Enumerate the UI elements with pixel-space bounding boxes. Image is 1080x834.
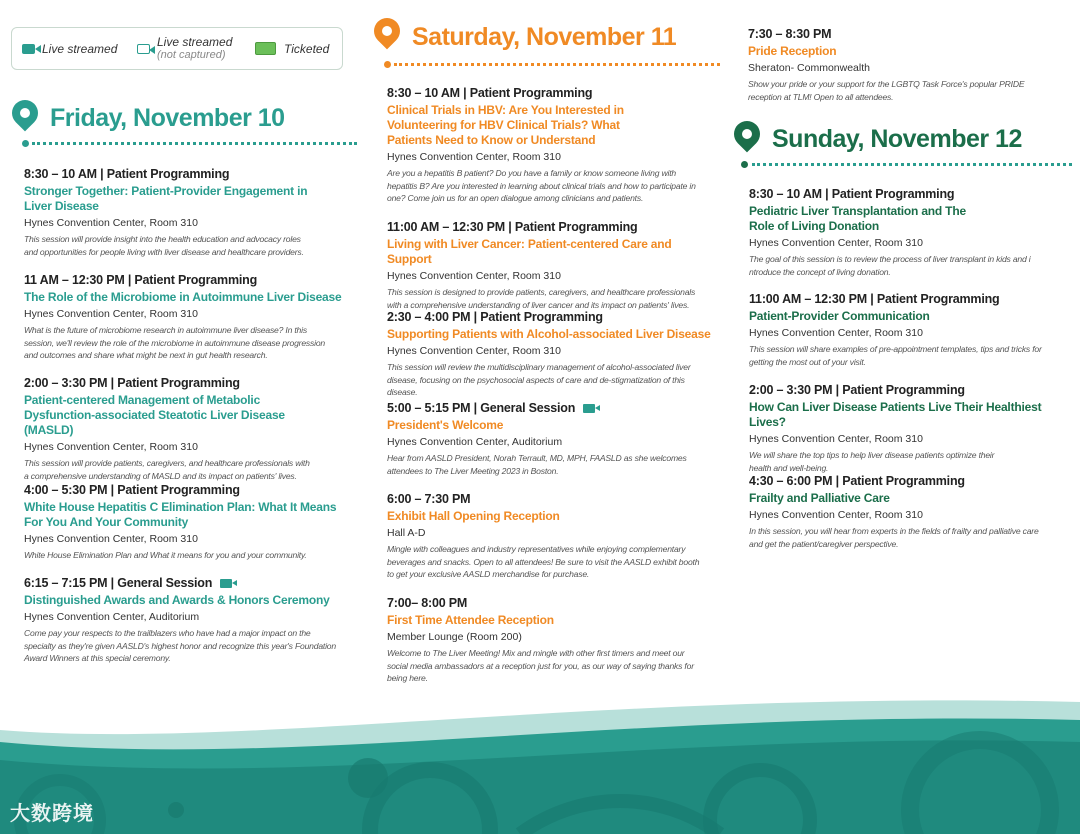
event-title: Pride Reception	[748, 44, 837, 58]
legend-ticketed: Ticketed	[255, 42, 329, 56]
legend-live-label: Live streamed	[157, 35, 233, 49]
event-title: The Role of the Microbiome in Autoimmune Liver Disease	[24, 290, 342, 304]
event-item	[24, 376, 354, 482]
event-title: Stronger Together: Patient-Provider Engagement in Liver Disease	[24, 184, 308, 213]
event-description: The goal of this session is to review the process of liver transplant in kids and i ntroduce the concept of living donation.	[749, 254, 1031, 277]
event-description: This session will share examples of pre-appointment templates, tips and tricks for getting the most out of your visit.	[749, 344, 1042, 367]
dotted-line-start	[384, 61, 391, 68]
event-item	[749, 383, 1079, 474]
legend-box	[11, 27, 343, 70]
event-item	[387, 220, 717, 311]
event-time: 11:00 AM – 12:30 PM | Patient Programming	[749, 292, 1000, 306]
event-location: Hynes Convention Center, Room 310	[387, 270, 561, 282]
saturday-header	[374, 14, 720, 68]
legend-not-captured-note: (not captured)	[157, 49, 226, 61]
event-item	[387, 492, 717, 581]
event-description: Welcome to The Liver Meeting! Mix and mingle with other first timers and meet our social media ambassadors at a reception just for you, as our way of saying thanks for being here.	[387, 648, 694, 683]
event-title: Frailty and Palliative Care	[749, 491, 890, 505]
event-title: Clinical Trials in HBV: Are You Interested in Volunteering for HBV Clinical Trials? What Patients Need to Know or Understand	[387, 103, 624, 147]
event-location: Hynes Convention Center, Room 310	[749, 237, 923, 249]
sunday-header	[734, 117, 1072, 171]
event-item	[24, 273, 354, 362]
event-location: Sheraton- Commonwealth	[748, 62, 870, 74]
event-time: 11:00 AM – 12:30 PM | Patient Programming	[387, 220, 638, 234]
event-title: Exhibit Hall Opening Reception	[387, 509, 560, 523]
event-item	[749, 187, 1079, 278]
event-time: 2:00 – 3:30 PM | Patient Programming	[749, 383, 965, 397]
day-title: Friday, November 10	[50, 104, 285, 132]
event-location: Hynes Convention Center, Room 310	[24, 441, 198, 453]
event-time: 7:30 – 8:30 PM	[748, 27, 832, 41]
event-description: Mingle with colleagues and industry representatives while enjoying complementary beverages and snacks. Open to all attendees! Be sure to visit the AASLD exhibit booth to get your exclusive AASLD merchandise for purchase.	[387, 544, 700, 579]
event-title: Supporting Patients with Alcohol-associated Liver Disease	[387, 327, 711, 341]
day-title: Sunday, November 12	[772, 125, 1022, 153]
dotted-divider	[32, 142, 357, 145]
watermark-logo: 大数跨境	[10, 803, 94, 825]
event-time: 6:15 – 7:15 PM | General Session	[24, 576, 354, 590]
event-title: President's Welcome	[387, 418, 504, 432]
event-time: 4:30 – 6:00 PM | Patient Programming	[749, 474, 965, 488]
event-time: 4:00 – 5:30 PM | Patient Programming	[24, 483, 240, 497]
event-title: Living with Liver Cancer: Patient-centered Care and Support	[387, 237, 672, 266]
event-location: Hynes Convention Center, Room 310	[24, 533, 198, 545]
event-item	[387, 86, 717, 205]
event-location: Hynes Convention Center, Auditorium	[387, 436, 563, 448]
event-description: Come pay your respects to the trailblazers who have had a major impact on the specialty as they're given AASLD's highest honor and recognize this year's Foundation Award Winners at this special ceremony.	[24, 628, 336, 663]
event-title: Patient-centered Management of Metabolic Dysfunction-associated Steatotic Liver Disease (MASLD)	[24, 393, 285, 437]
video-camera-outline-icon	[137, 44, 150, 54]
video-camera-icon	[22, 44, 35, 54]
event-description: Are you a hepatitis B patient? Do you have a family or know someone living with hepatitis B? Are you interested in learning about clinical trials and how to participate in one? Come join us for an open dialogue among clinicians and patients.	[387, 168, 696, 203]
dotted-divider	[394, 63, 720, 66]
dotted-divider	[752, 163, 1072, 166]
ticket-icon	[255, 42, 276, 55]
event-description: Show your pride or your support for the LGBTQ Task Force's popular PRIDE reception at TLM! Open to all attendees.	[748, 79, 1025, 102]
event-location: Hynes Convention Center, Room 310	[749, 327, 923, 339]
live-streamed-icon	[220, 579, 232, 588]
decorative-wave-footer	[0, 690, 1080, 834]
event-location: Hall A-D	[387, 527, 426, 539]
event-title: Pediatric Liver Transplantation and The Role of Living Donation	[749, 204, 966, 233]
event-title: How Can Liver Disease Patients Live Their Healthiest Lives?	[749, 400, 1042, 429]
dotted-line-start	[741, 161, 748, 168]
event-item	[749, 292, 1079, 368]
event-description: We will share the top tips to help liver disease patients optimize their health and well-being.	[749, 450, 995, 473]
friday-header	[12, 96, 357, 150]
legend-live-not-captured	[137, 36, 255, 61]
event-item	[387, 596, 717, 685]
day-title: Saturday, November 11	[412, 23, 677, 51]
event-item	[387, 401, 717, 477]
event-item	[24, 167, 354, 258]
event-time: 8:30 – 10 AM | Patient Programming	[24, 167, 230, 181]
live-streamed-icon	[583, 404, 595, 413]
event-time: 2:30 – 4:00 PM | Patient Programming	[387, 310, 603, 324]
event-location: Member Lounge (Room 200)	[387, 631, 522, 643]
event-description: This session will provide patients, caregivers, and healthcare professionals with a comprehensive understanding of MASLD and its impact on patients' lives.	[24, 458, 310, 481]
event-item	[749, 474, 1079, 550]
event-description: This session will review the multidisciplinary management of alcohol-associated liver disease, focusing on the psychosocial aspects of care and de-stigmatization of this disease.	[387, 362, 691, 397]
event-time: 5:00 – 5:15 PM | General Session	[387, 401, 717, 415]
event-location: Hynes Convention Center, Room 310	[387, 345, 561, 357]
event-title: Distinguished Awards and Awards & Honors Ceremony	[24, 593, 330, 607]
legend-live-streamed: Live streamed	[22, 42, 137, 56]
event-item	[387, 310, 717, 399]
location-pin-icon	[369, 13, 406, 50]
event-time: 6:00 – 7:30 PM	[387, 492, 471, 506]
event-item	[748, 27, 1078, 103]
event-time: 8:30 – 10 AM | Patient Programming	[387, 86, 593, 100]
event-time: 2:00 – 3:30 PM | Patient Programming	[24, 376, 240, 390]
dotted-line-start	[22, 140, 29, 147]
event-location: Hynes Convention Center, Room 310	[749, 433, 923, 445]
event-location: Hynes Convention Center, Room 310	[749, 509, 923, 521]
event-location: Hynes Convention Center, Room 310	[24, 308, 198, 320]
event-time: 8:30 – 10 AM | Patient Programming	[749, 187, 955, 201]
event-location: Hynes Convention Center, Auditorium	[24, 611, 200, 623]
event-title: First Time Attendee Reception	[387, 613, 554, 627]
event-description: Hear from AASLD President, Norah Terrault, MD, MPH, FAASLD as she welcomes attendees to The Liver Meeting 2023 in Boston.	[387, 453, 687, 476]
event-location: Hynes Convention Center, Room 310	[24, 217, 198, 229]
location-pin-icon	[7, 95, 44, 132]
event-location: Hynes Convention Center, Room 310	[387, 151, 561, 163]
event-description: In this session, you will hear from experts in the fields of frailty and palliative care and get the patient/caregiver perspective.	[749, 526, 1039, 549]
location-pin-icon	[729, 116, 766, 153]
event-description: What is the future of microbiome research in autoimmune liver disease? In this session, we'll review the role of the microbiome in autoimmune disease progression and outcomes and share what might be next in gut health research.	[24, 325, 325, 360]
event-time: 7:00– 8:00 PM	[387, 596, 468, 610]
event-title: Patient-Provider Communication	[749, 309, 930, 323]
event-description: This session is designed to provide patients, caregivers, and healthcare professionals with a comprehensive understanding of liver cancer and its impact on patients' lives.	[387, 287, 696, 310]
event-item	[24, 576, 354, 665]
event-description: White House Elimination Plan and What it means for you and your community.	[24, 550, 307, 560]
event-description: This session will provide insight into the health education and advocacy roles and opportunities for people living with liver disease and healthcare providers.	[24, 234, 304, 257]
event-title: White House Hepatitis C Elimination Plan: What It Means For You And Your Community	[24, 500, 337, 529]
event-item	[24, 483, 354, 562]
event-time: 11 AM – 12:30 PM | Patient Programming	[24, 273, 258, 287]
